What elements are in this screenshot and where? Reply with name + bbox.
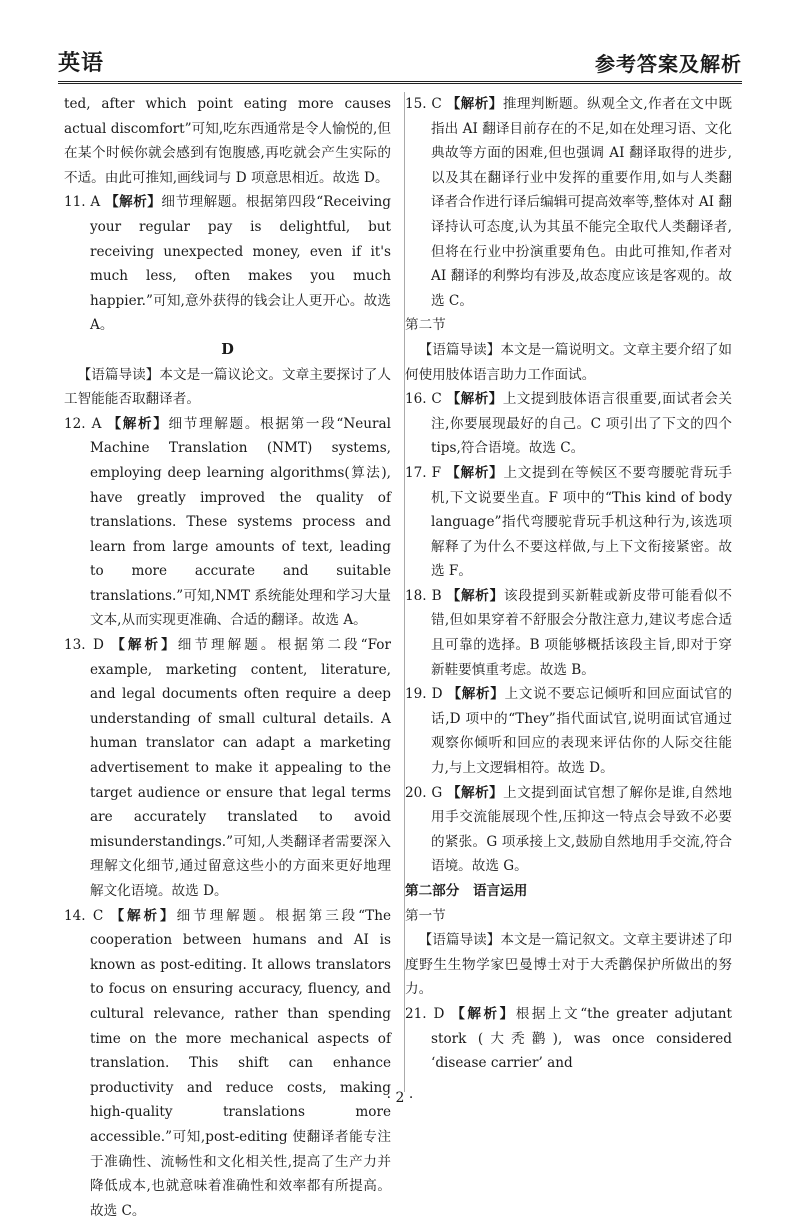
answer-11: 11. A 【解析】细节理解题。根据第四段“Receiving your regular pay is delightful, but receiving unexpected money, even if it's much less, often makes you much happier.”可知,意外获得的钱会让人更开心。故选 A。	[64, 194, 391, 334]
right-column	[405, 92, 732, 1092]
passage-intro-section-2: 【语篇导读】本文是一篇说明文。文章主要介绍了如何使用肢体语言助力工作面试。	[405, 341, 732, 383]
part-heading-2: 第二部分 语言运用	[405, 883, 528, 899]
answer-18: 18. B 【解析】该段提到买新鞋或新皮带可能看似不错,但如果穿着不舒服会分散注意力,建议考虑合适且可靠的选择。B 项能够概括该段主旨,即对于穿新鞋要慎重考虑。故选 B。	[405, 587, 733, 678]
answer-21: 21. D 【解析】根据上文“the greater adjutant stork (大秃鹳), was once considered ‘disease carrier’ and	[405, 1005, 733, 1072]
page-number: · 2 ·	[386, 1090, 414, 1106]
passage-heading-d: D	[221, 340, 234, 358]
content-columns	[64, 92, 742, 1219]
answer-14: 14. C 【解析】细节理解题。根据第三段“The cooperation between humans and AI is known as post-editing. It allows translators to focus on ensuring accuracy, fluency, and cultural relevance, rather than spending time on the more mechanical aspects of translation. This shift can enhance productivity and reduce costs, making high-quality translations more accessible.”可知,post-editing 使翻译者能专注于准确性、流畅性和文化相关性,提高了生产力并降低成本,也就意味着准确性和效率都有所提高。故选 C。	[64, 907, 391, 1219]
answer-15: 15. C 【解析】推理判断题。纵观全文,作者在文中既指出 AI 翻译目前存在的不足,如在处理习语、文化典故等方面的困难,但也强调 AI 翻译取得的进步,以及其在翻译行业中发挥的重要作用,如与人类翻译者合作进行译后编辑可提高效率等,整体对 AI 翻译持认可态度,认为其虽不能完全取代人类翻译者,但将在行业中扮演重要角色。由此可推知,作者对 AI 翻译的利弊均有涉及,故态度应该是客观的。故选 C。	[405, 96, 733, 309]
answer-17: 17. F 【解析】上文提到在等候区不要弯腰驼背玩手机,下文说要坐直。F 项中的“This kind of body language”指代弯腰驼背玩手机这种行为,该选项解释了为什么不要这样做,与上下文衔接紧密。故选 F。	[405, 464, 732, 580]
passage-intro-part-2: 【语篇导读】本文是一篇记叙文。文章主要讲述了印度野生生物学家巴曼博士对于大秃鹳保护所做出的努力。	[405, 932, 732, 998]
continued-paragraph: ted, after which point eating more causes actual discomfort”可知,吃东西通常是令人愉悦的,但在某个时候你就会感到有饱腹感,再吃就会产生实际的不适。由此可推知,画线词与 D 项意思相近。故选 D。	[64, 96, 391, 186]
section-title: 参考答案及解析	[595, 52, 742, 76]
left-column	[64, 92, 392, 1219]
passage-intro-d: 【语篇导读】本文是一篇议论文。文章主要探讨了人工智能能否取翻译者。	[64, 366, 391, 408]
answer-16: 16. C 【解析】上文提到肢体语言很重要,面试者会关注,你要展现最好的自己。C 项引出了下文的四个 tips,符合语境。故选 C。	[405, 391, 733, 457]
subject-title: 英语	[58, 50, 105, 76]
page-header	[58, 40, 742, 84]
section-heading-1: 第一节	[405, 907, 446, 924]
answer-13: 13. D 【解析】细节理解题。根据第二段“For example, marketing content, literature, and legal documents often require a deep understanding of small cultural details. A human translator can adapt a marketing advertisement to make it appealing to the target audience or ensure that legal terms are accurately translated to avoid misunderstandings.”可知,人类翻译者需要深入理解文化细节,通过留意这些小的方面来更好地理解文化语境。故选 D。	[64, 637, 391, 899]
answer-19: 19. D 【解析】上文说不要忘记倾听和回应面试官的话,D 项中的“They”指代面试官,说明面试官通过观察你倾听和回应的表现来评估你的人际交往能力,与上文逻辑相符。故选 D。	[405, 686, 733, 777]
answer-20: 20. G 【解析】上文提到面试官想了解你是谁,自然地用手交流能展现个性,压抑这一特点会导致不必要的紧张。G 项承接上文,鼓励自然地用手交流,符合语境。故选 G。	[405, 784, 732, 875]
answer-12: 12. A 【解析】细节理解题。根据第一段“Neural Machine Translation (NMT) systems, employing deep learning algorithms(算法), have greatly improved the quality of translations. These systems process and learn from large amounts of text, leading to more accurate and suitable translations.”可知,NMT 系统能处理和学习大量文本,从而实现更准确、合适的翻译。故选 A。	[64, 415, 392, 629]
section-heading-2: 第二节	[405, 317, 446, 334]
